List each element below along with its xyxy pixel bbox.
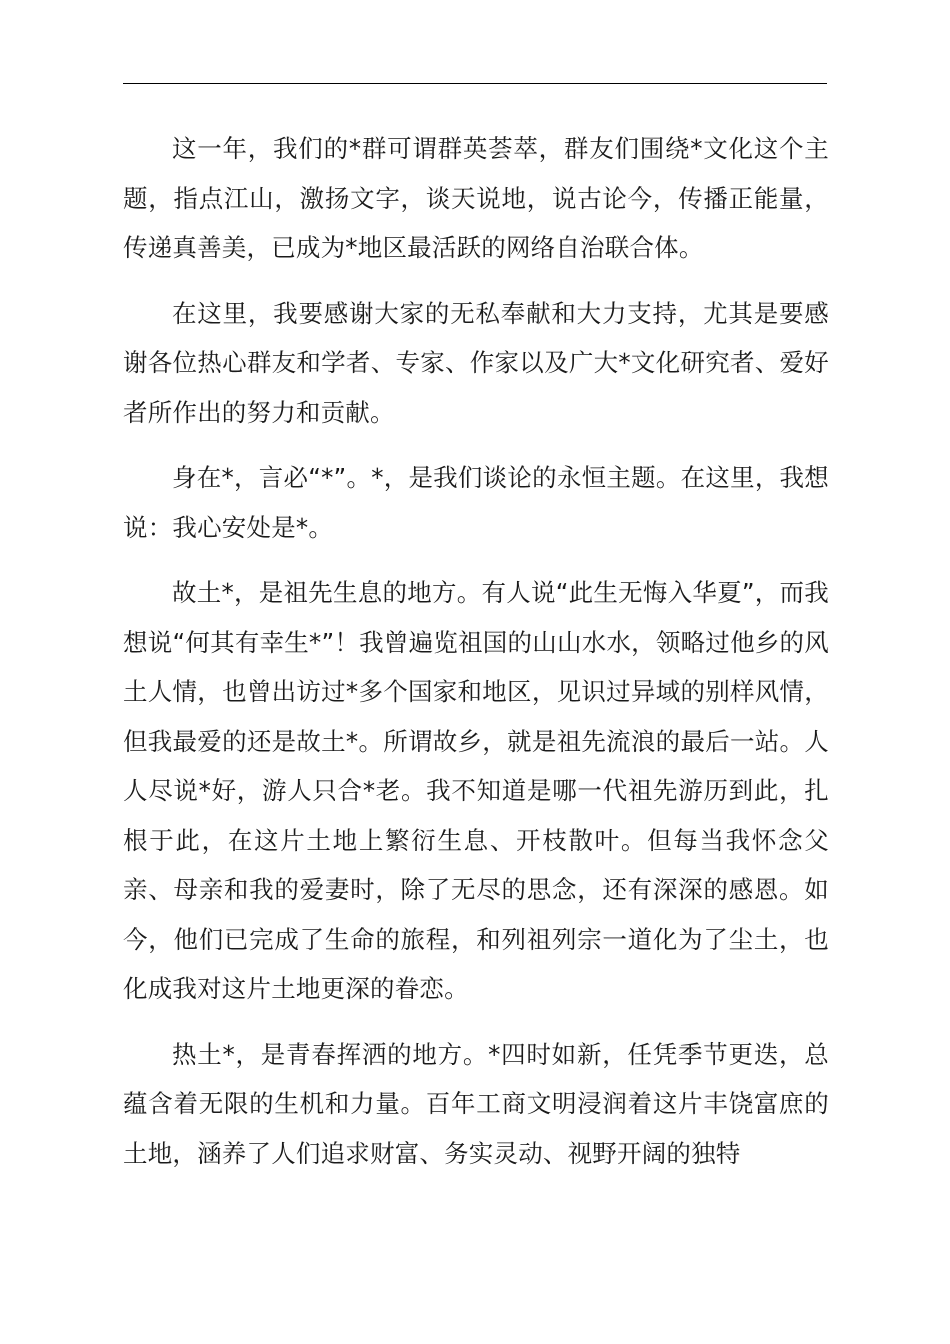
paragraph: 故土*，是祖先生息的地方。有人说“此生无悔入华夏”，而我想说“何其有幸生*”！我曾遍览祖国的山山水水，领略过他乡的风土人情，也曾出访过*多个国家和地区，见识过异域的别样风情，但我最爱的还是故土*。所谓故乡，就是祖先流浪的最后一站。人人尽说*好，游人只合*老。我不知道是哪一代祖先游历到此，扎根于此，在这片土地上繁衍生息、开枝散叶。但每当我怀念父亲、母亲和我的爱妻时，除了无尽的思念，还有深深的感恩。如今，他们已完成了生命的旅程，和列祖列宗一道化为了尘土，也化成我对这片土地更深的眷恋。 [123,578,829,1003]
paragraph: 热土*，是青春挥洒的地方。*四时如新，任凭季节更迭，总蕴含着无限的生机和力量。百年工商文明浸润着这片丰饶富庶的土地，涵养了人们追求财富、务实灵动、视野开阔的独特 [123,1039,829,1168]
paragraph: 身在*，言必“*”。*，是我们谈论的永恒主题。在这里，我想说：我心安处是*。 [123,463,829,542]
body-text [123,124,829,1194]
header-rule [123,83,827,84]
paragraph: 这一年，我们的*群可谓群英荟萃，群友们围绕*文化这个主题，指点江山，激扬文字，谈天说地，说古论今，传播正能量，传递真善美，已成为*地区最活跃的网络自治联合体。 [123,134,829,262]
paragraph: 在这里，我要感谢大家的无私奉献和大力支持，尤其是要感谢各位热心群友和学者、专家、作家以及广大*文化研究者、爱好者所作出的努力和贡献。 [123,298,829,427]
